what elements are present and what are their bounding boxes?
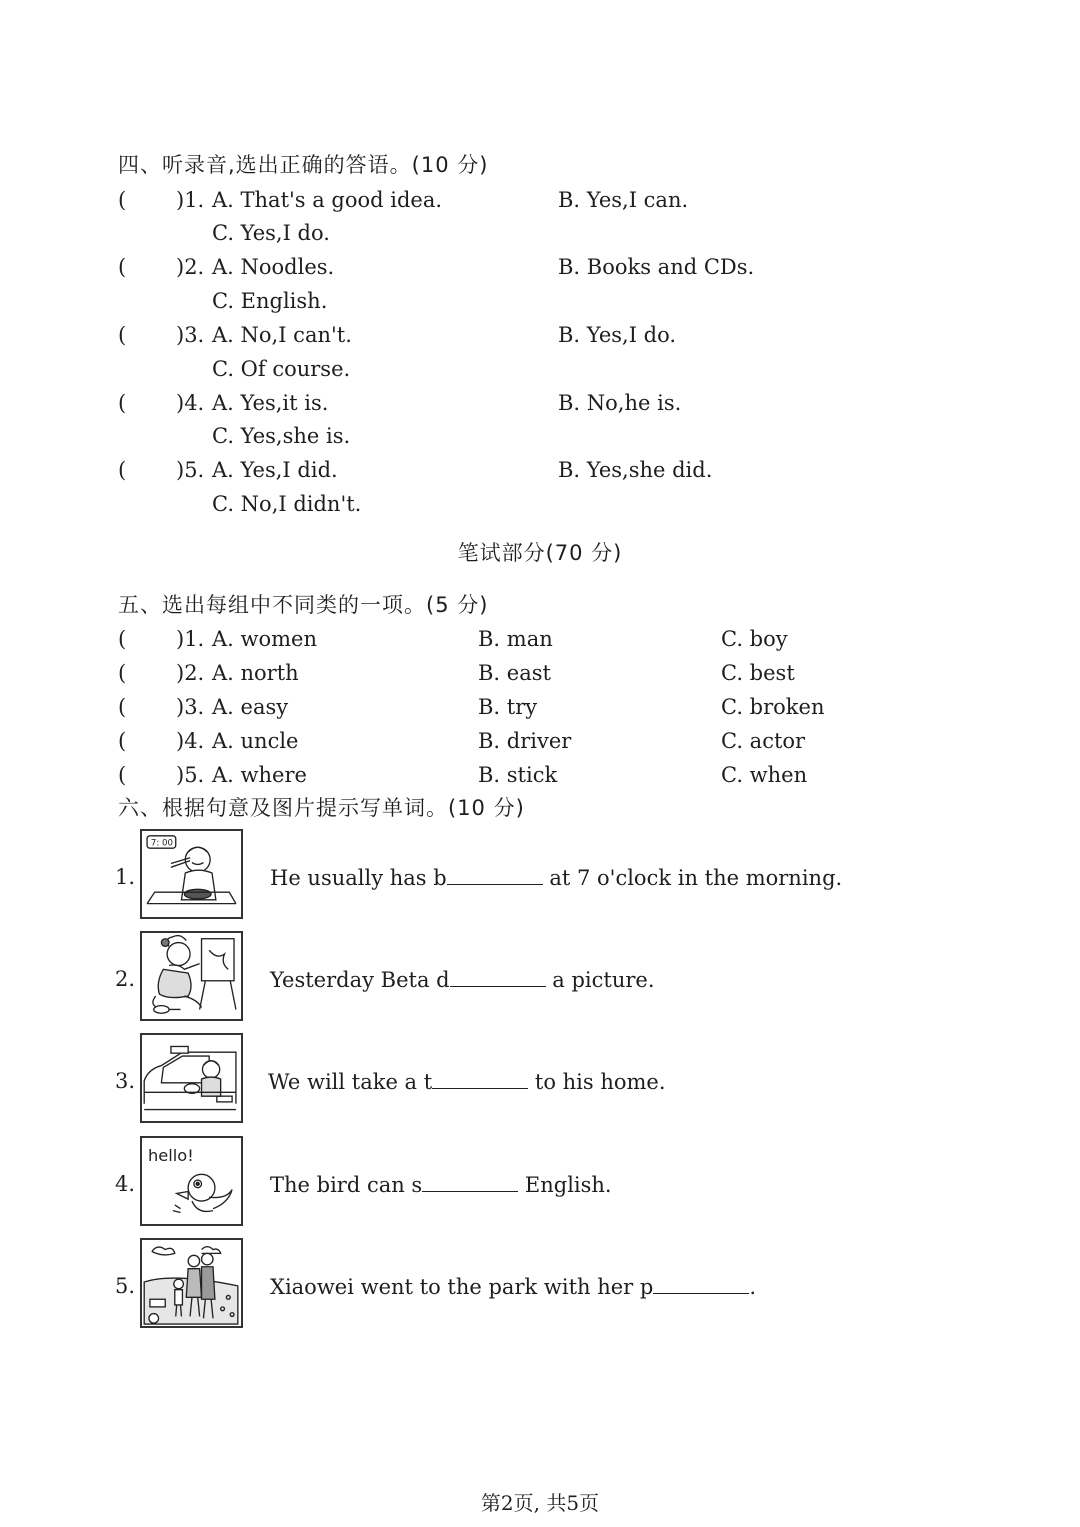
option-a: A. No,I can't. <box>212 323 352 347</box>
answer-blank[interactable] <box>450 966 546 987</box>
item-number: 2. <box>115 967 136 991</box>
option-a: A. Noodles. <box>212 255 335 279</box>
question-number: )5. <box>176 763 205 787</box>
option-b: B. east <box>478 661 551 685</box>
sentence-end: at 7 o'clock in the morning. <box>542 866 843 890</box>
answer-paren[interactable]: ( <box>118 188 127 212</box>
answer-paren[interactable]: ( <box>118 763 127 787</box>
park-picture <box>140 1238 243 1328</box>
answer-paren[interactable]: ( <box>118 458 127 482</box>
section6-title: 六、根据句意及图片提示写单词。(10 分) <box>118 796 525 820</box>
option-b: B. No,he is. <box>558 391 682 415</box>
sentence <box>270 864 842 891</box>
option-b: B. Yes,I can. <box>558 188 689 212</box>
breakfast-picture <box>140 829 243 919</box>
answer-blank[interactable] <box>447 864 543 885</box>
option-a: A. uncle <box>212 729 299 753</box>
item-number: 1. <box>115 865 136 889</box>
option-c: C. No,I didn't. <box>212 492 362 516</box>
sentence-start: We will take a t <box>268 1070 433 1094</box>
option-b: B. try <box>478 695 538 719</box>
item-number: 5. <box>115 1274 136 1298</box>
question-number: )3. <box>176 323 205 347</box>
written-part-heading: 笔试部分(70 分) <box>457 541 623 565</box>
sentence-start: He usually has b <box>270 866 447 890</box>
option-a: A. easy <box>212 695 289 719</box>
option-c: C. Yes,she is. <box>212 424 351 448</box>
answer-paren[interactable]: ( <box>118 729 127 753</box>
sentence <box>270 1273 756 1300</box>
sentence-start: Xiaowei went to the park with her p <box>270 1275 654 1299</box>
answer-blank[interactable] <box>432 1068 528 1089</box>
option-c: C. broken <box>721 695 825 719</box>
bird-picture <box>140 1136 243 1226</box>
sentence <box>270 966 655 993</box>
answer-blank[interactable] <box>422 1171 518 1192</box>
option-c: C. actor <box>721 729 806 753</box>
answer-paren[interactable]: ( <box>118 627 127 651</box>
sentence <box>268 1068 666 1095</box>
option-a: A. where <box>212 763 307 787</box>
option-a: A. That's a good idea. <box>212 188 443 212</box>
answer-blank[interactable] <box>653 1273 749 1294</box>
option-c: C. best <box>721 661 795 685</box>
item-number: 3. <box>115 1069 136 1093</box>
question-number: )4. <box>176 729 205 753</box>
question-number: )5. <box>176 458 205 482</box>
option-b: B. driver <box>478 729 572 753</box>
question-number: )3. <box>176 695 205 719</box>
option-a: A. women <box>212 627 317 651</box>
option-b: B. Yes,I do. <box>558 323 677 347</box>
sentence <box>270 1171 612 1198</box>
option-a: A. Yes,it is. <box>212 391 329 415</box>
option-b: B. man <box>478 627 553 651</box>
sentence-start: The bird can s <box>270 1173 423 1197</box>
taxi-picture <box>140 1033 243 1123</box>
sentence-start: Yesterday Beta d <box>270 968 450 992</box>
question-number: )4. <box>176 391 205 415</box>
option-a: A. Yes,I did. <box>212 458 338 482</box>
option-c: C. Yes,I do. <box>212 221 330 245</box>
question-number: )2. <box>176 255 205 279</box>
speech-bubble-text: hello! <box>148 1145 194 1165</box>
answer-paren[interactable]: ( <box>118 695 127 719</box>
answer-paren[interactable]: ( <box>118 323 127 347</box>
option-c: C. boy <box>721 627 788 651</box>
sentence-end: English. <box>518 1173 612 1197</box>
question-number: )2. <box>176 661 205 685</box>
sentence-end: to his home. <box>528 1070 666 1094</box>
option-c: C. Of course. <box>212 357 351 381</box>
section4-title: 四、听录音,选出正确的答语。(10 分) <box>118 153 489 177</box>
answer-paren[interactable]: ( <box>118 255 127 279</box>
sentence-end: a picture. <box>545 968 655 992</box>
option-c: C. when <box>721 763 808 787</box>
drawing-picture <box>140 931 243 1021</box>
section5-title: 五、选出每组中不同类的一项。(5 分) <box>118 593 489 617</box>
clock-text: 7: 00 <box>150 838 173 849</box>
question-number: )1. <box>176 188 205 212</box>
question-number: )1. <box>176 627 205 651</box>
answer-paren[interactable]: ( <box>118 391 127 415</box>
option-b: B. Yes,she did. <box>558 458 713 482</box>
option-b: B. stick <box>478 763 558 787</box>
option-b: B. Books and CDs. <box>558 255 755 279</box>
option-a: A. north <box>212 661 299 685</box>
page-number: 第2页, 共5页 <box>480 1491 600 1515</box>
sentence-end: . <box>749 1275 757 1299</box>
option-c: C. English. <box>212 289 328 313</box>
item-number: 4. <box>115 1172 136 1196</box>
answer-paren[interactable]: ( <box>118 661 127 685</box>
